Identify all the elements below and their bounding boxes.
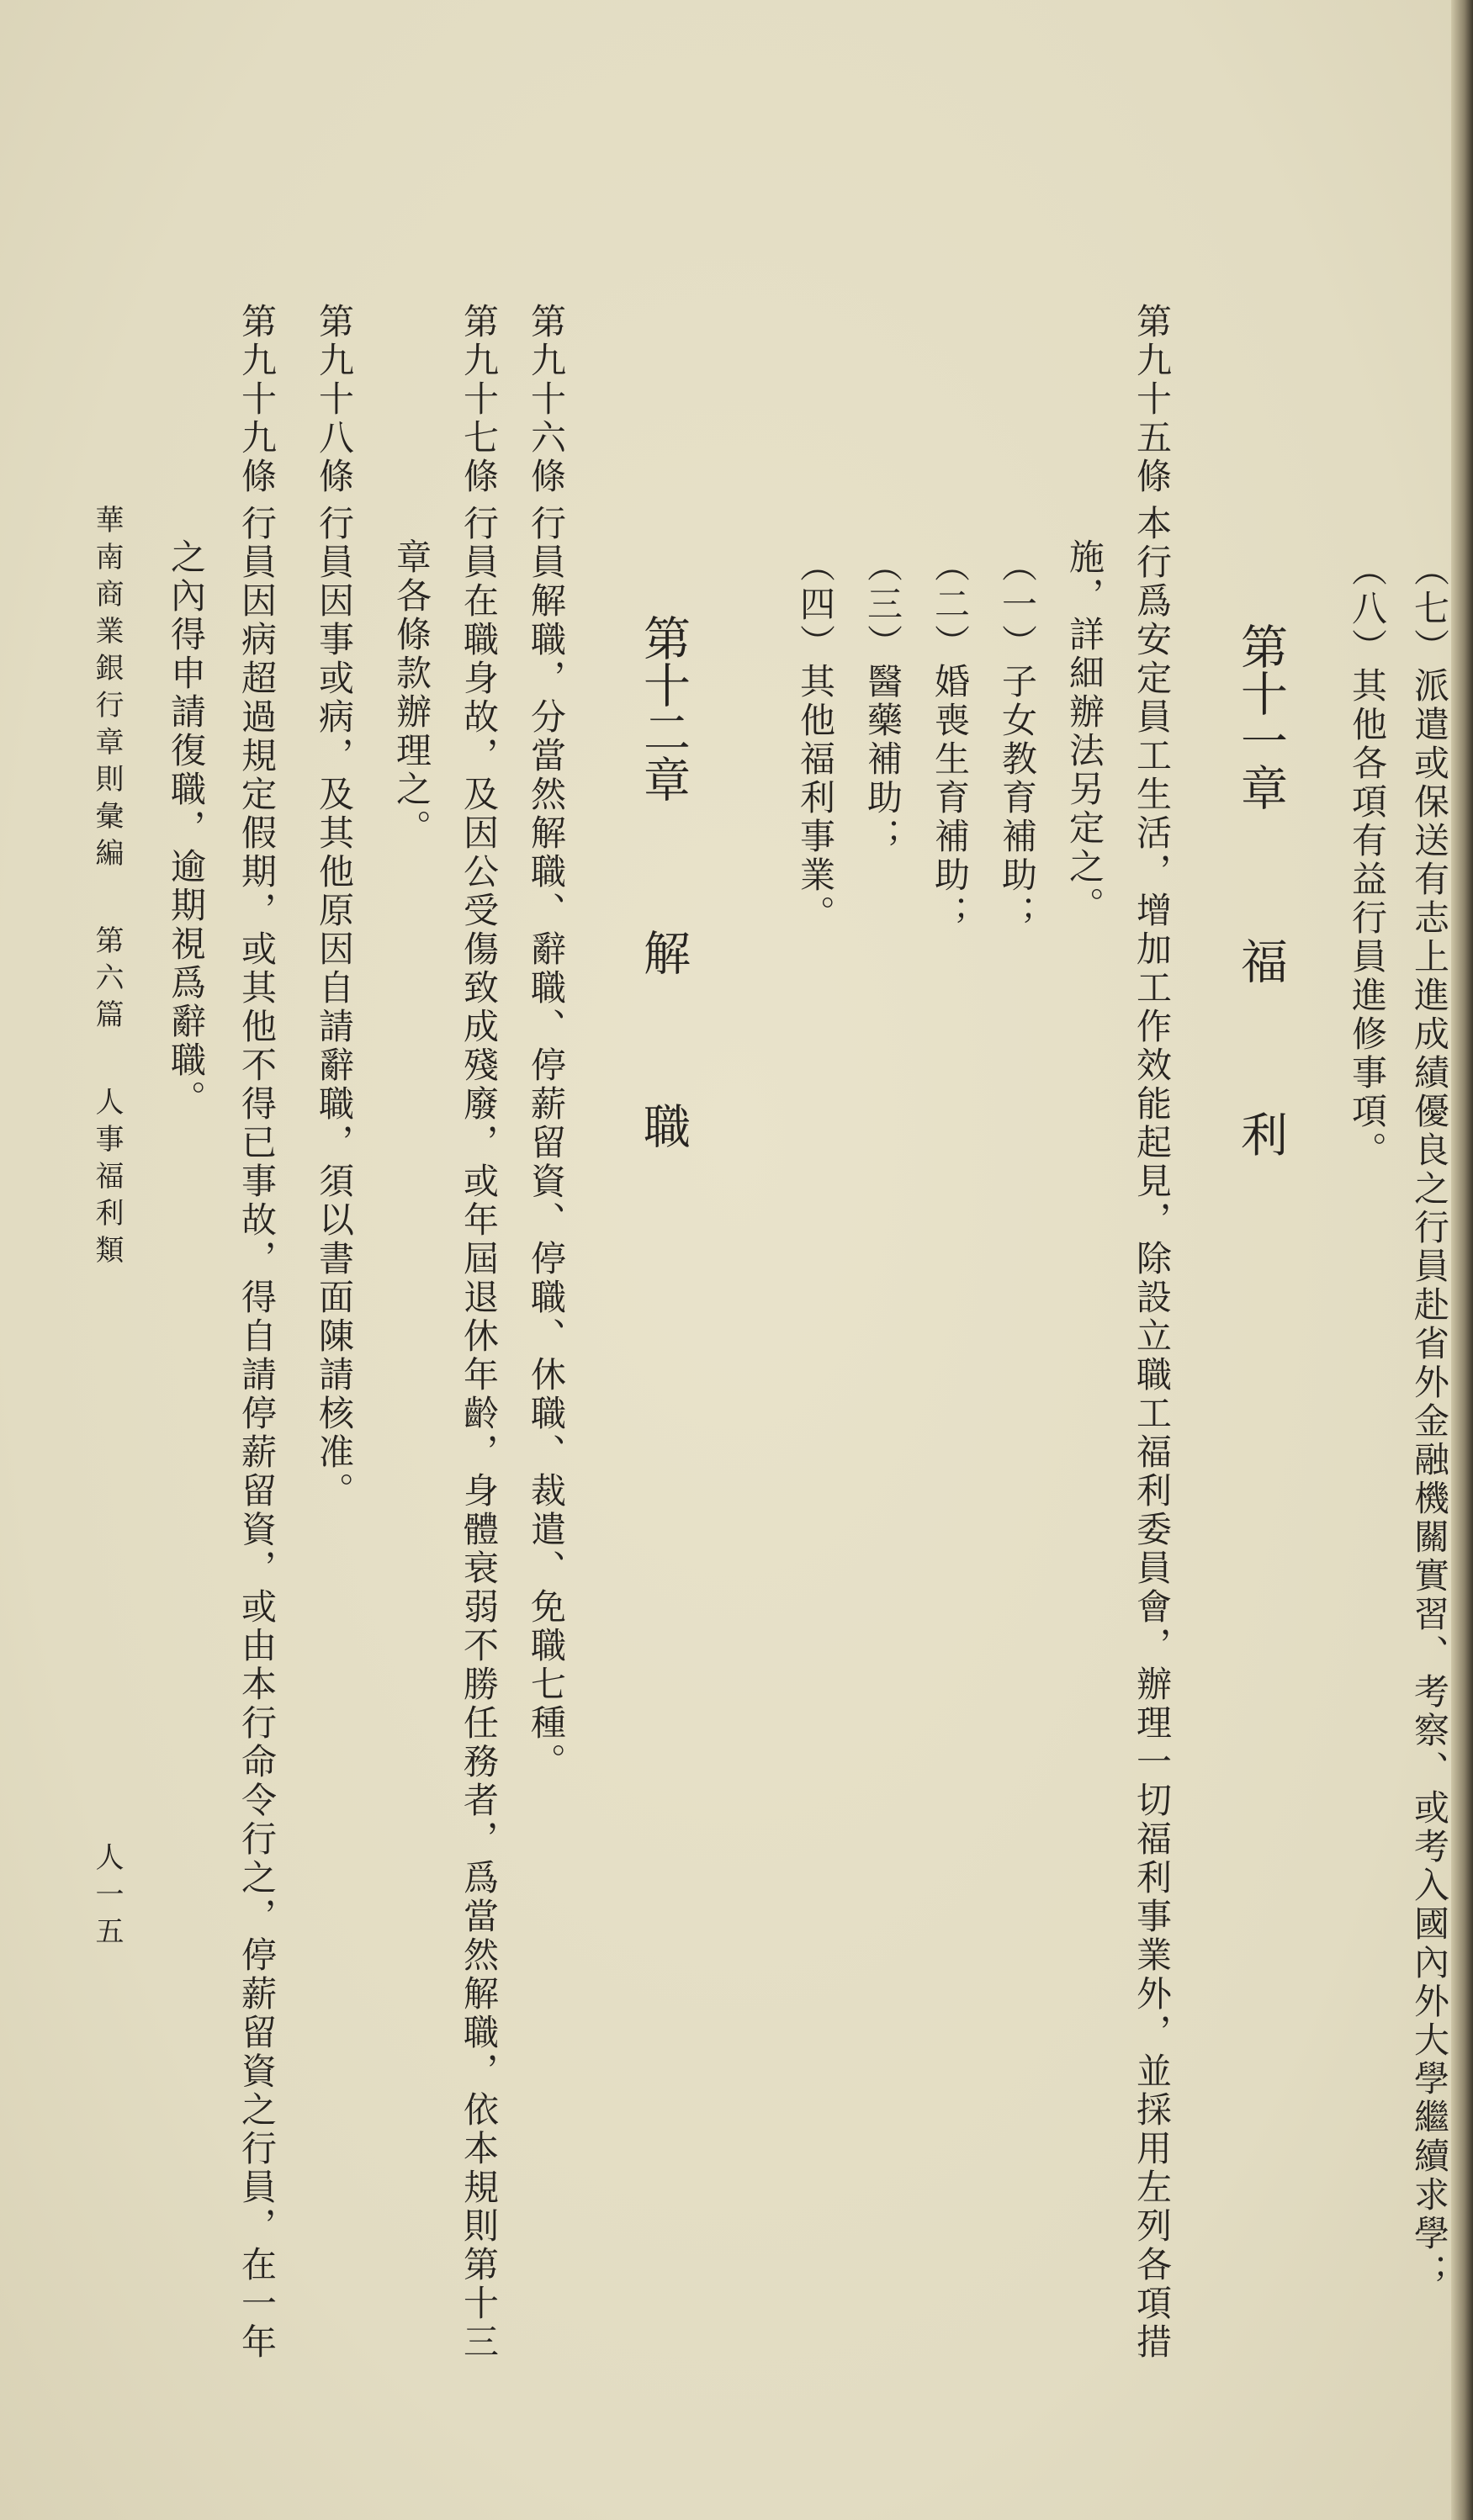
article-95-item-2-number: （二）	[930, 547, 971, 663]
article-95-item-3	[862, 547, 903, 856]
article-95-item-2	[930, 547, 971, 934]
article-95-text-1: 本行爲安定員工生活，增加工作效能起見，除設立職工福利委員會，辦理一切福利事業外，並採用左列各項措	[1131, 505, 1173, 2362]
article-95-item-2-text: 婚喪生育補助；	[930, 663, 971, 934]
item-8-text: 其他各項有益行員進修事項。	[1347, 667, 1388, 1170]
article-95-label: 第九十五條	[1131, 303, 1173, 496]
article-99-label: 第九十九條	[236, 303, 278, 496]
part-label: 第六篇	[90, 925, 124, 1036]
chapter-12-heading	[636, 614, 691, 1149]
article-95-text-2: 施，詳細辦法另定之。	[1064, 538, 1105, 925]
article-95-item-4-text: 其他福利事業。	[795, 663, 836, 934]
article-95-line-2	[1064, 538, 1105, 925]
page-number-text: 人一五	[90, 1842, 124, 1953]
running-footer	[90, 505, 124, 1272]
article-95-item-3-text: 醫藥補助；	[862, 663, 903, 856]
article-95-item-3-number: （三）	[862, 547, 903, 663]
article-95-item-1-number: （一）	[997, 547, 1038, 663]
article-95-item-4-number: （四）	[795, 547, 836, 663]
article-96	[526, 303, 567, 1781]
article-95-line-1	[1131, 303, 1173, 2362]
chapter-11-heading	[1233, 622, 1288, 1157]
chapter-12-title-char-2: 職	[636, 1102, 691, 1149]
category-label: 人事福利類	[90, 1087, 124, 1272]
article-98	[314, 303, 355, 1511]
article-96-label: 第九十六條	[526, 303, 567, 496]
page-number	[90, 1842, 124, 1953]
chapter-12-number: 第十二章	[636, 614, 691, 802]
list-item-8	[1347, 551, 1388, 1170]
article-95-item-4	[795, 547, 836, 934]
article-98-text: 行員因事或病，及其他原因自請辭職，須以書面陳請核准。	[314, 505, 355, 1511]
item-7-number: （七）	[1409, 551, 1450, 667]
article-99-text-2: 之內得申請復職，逾期視爲辭職。	[166, 538, 207, 1119]
article-99-line-2	[166, 538, 207, 1119]
item-7-text: 派遣或保送有志上進成績優良之行員赴省外金融機關實習、考察、或考入國內外大學繼續求學；	[1409, 667, 1450, 2292]
page-edge-shadow	[1451, 0, 1473, 2520]
list-item-7	[1409, 551, 1450, 2292]
article-96-text: 行員解職，分當然解職、辭職、停薪留資、停職、休職、裁遣、免職七種。	[526, 505, 567, 1781]
article-97-line-1	[458, 303, 500, 2362]
article-99-line-1	[236, 303, 278, 2362]
chapter-11-number: 第十一章	[1233, 622, 1288, 811]
chapter-11-title-char-1: 福	[1233, 937, 1288, 984]
article-97-text-2: 章各條款辦理之。	[391, 538, 432, 848]
article-99-text-1: 行員因病超過規定假期，或其他不得已事故，得自請停薪留資，或由本行命令行之，停薪留資之行員，在一年	[236, 505, 278, 2362]
chapter-11-title-char-2: 利	[1233, 1110, 1288, 1157]
article-97-text-1: 行員在職身故，及因公受傷致成殘廢，或年屆退休年齡，身體衰弱不勝任務者，爲當然解職，依本規則第十三	[458, 505, 500, 2362]
article-98-label: 第九十八條	[314, 303, 355, 496]
article-95-item-1-text: 子女教育補助；	[997, 663, 1038, 934]
item-8-number: （八）	[1347, 551, 1388, 667]
book-title: 華南商業銀行章則彙編	[90, 505, 124, 875]
article-97-label: 第九十七條	[458, 303, 500, 496]
article-97-line-2	[391, 538, 432, 848]
chapter-12-title-char-1: 解	[636, 929, 691, 976]
article-95-item-1	[997, 547, 1038, 934]
